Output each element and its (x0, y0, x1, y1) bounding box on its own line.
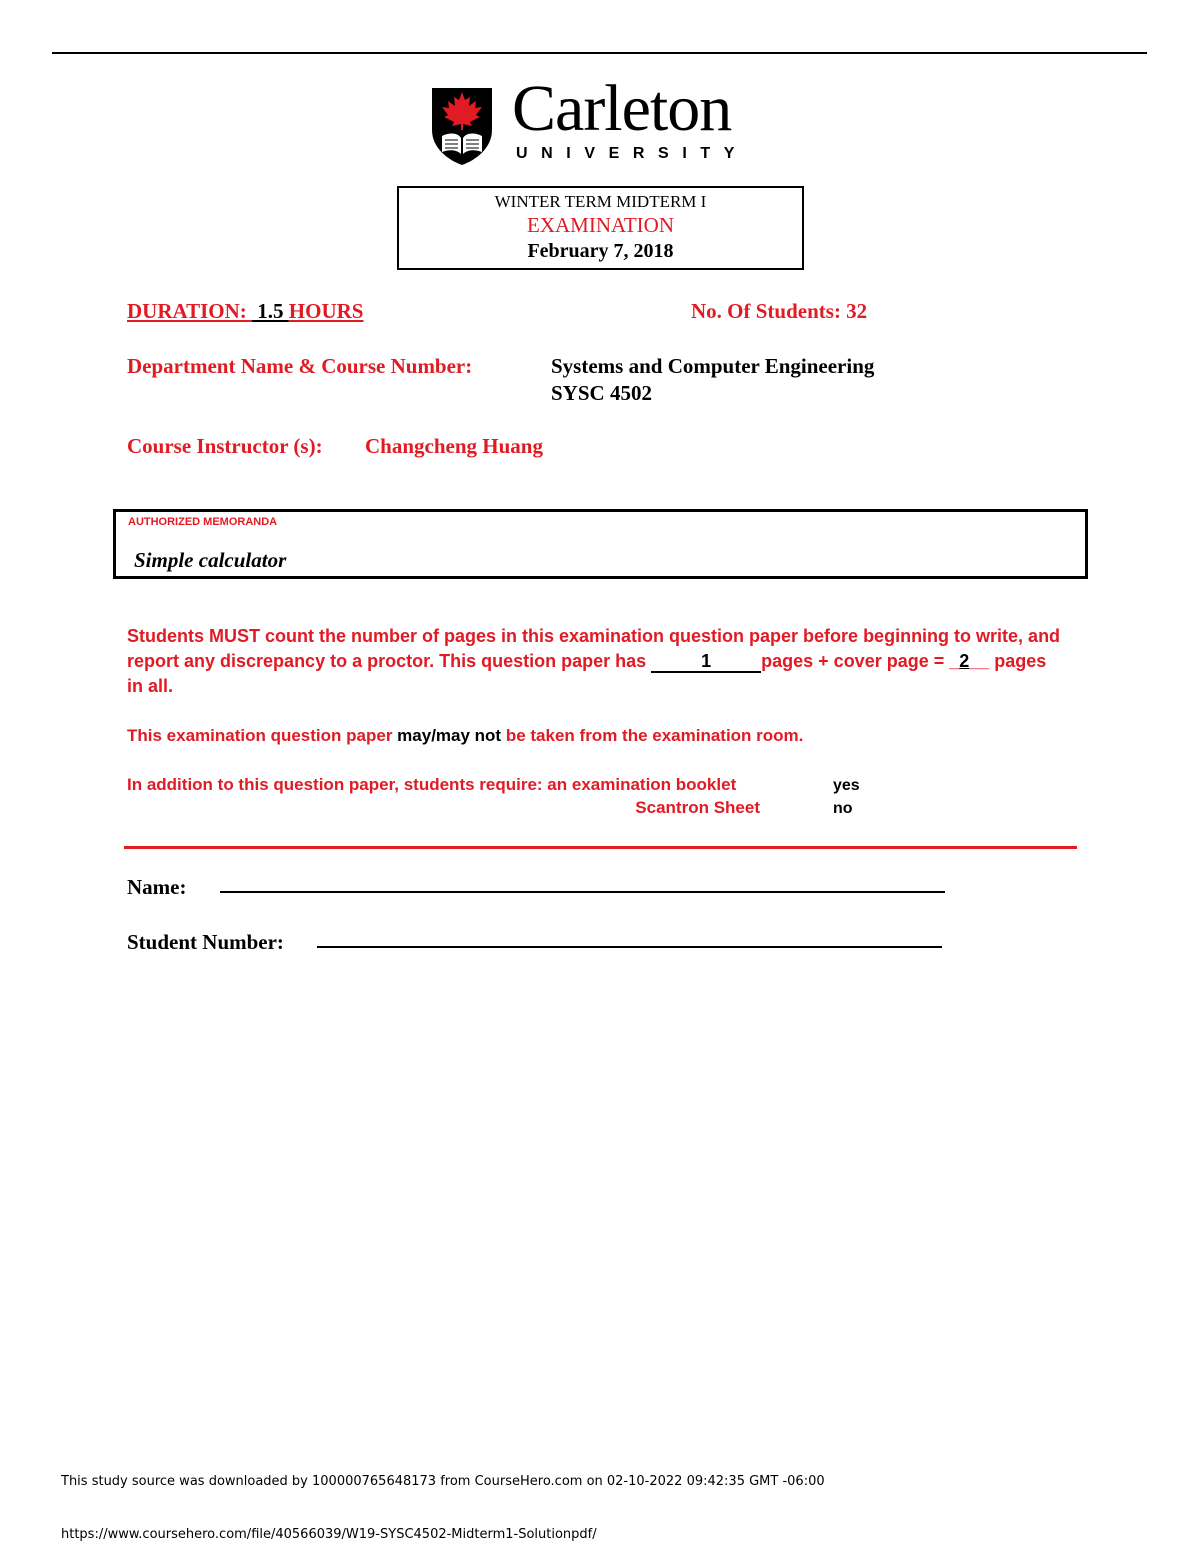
top-divider (52, 52, 1147, 54)
duration (127, 298, 363, 324)
memoranda-value: Simple calculator (134, 548, 287, 572)
page-count-total: 2 (959, 651, 970, 671)
exam-type: EXAMINATION (527, 213, 674, 237)
carleton-shield-logo (430, 86, 494, 166)
exam-header-box (397, 186, 804, 270)
name-field-line[interactable] (220, 891, 945, 893)
department-label: Department Name & Course Number: (127, 354, 473, 378)
scantron-answer: no (833, 800, 853, 817)
exam-date: February 7, 2018 (527, 240, 674, 262)
page-count-text-2: pages + cover page = _ (761, 651, 960, 671)
memoranda-label: AUTHORIZED MEMORANDA (128, 516, 278, 528)
duration-unit: HOURS (288, 299, 364, 323)
number-of-students: No. Of Students: 32 (691, 299, 868, 323)
scantron-label: Scantron Sheet (635, 798, 760, 817)
instructor-name: Changcheng Huang (365, 434, 543, 458)
page-count-pages: 1 (651, 651, 761, 673)
student-number-label: Student Number: (127, 930, 284, 954)
department-name: Systems and Computer Engineering (551, 354, 875, 378)
duration-label: DURATION: (127, 299, 253, 323)
name-label: Name: (127, 875, 187, 899)
exam-term: WINTER TERM MIDTERM I (494, 192, 707, 211)
red-divider (124, 846, 1077, 849)
instructor-label: Course Instructor (s): (127, 434, 323, 458)
course-number: SYSC 4502 (551, 381, 652, 405)
page-count-text-3: __ pages in all. (127, 651, 1047, 696)
booklet-answer: yes (833, 777, 860, 794)
take-away-choice: may/may not (397, 726, 502, 745)
page-count-text-1: Students MUST count the number of pages in this examination question paper before beginning to write, and report any discrepancy to a proctor. This question paper has (127, 626, 1061, 671)
authorized-memoranda-box (113, 509, 1088, 579)
download-note: This study source was downloaded by 100000765648173 from CourseHero.com on 02-10-2022 09:42:35 GMT -06:00 (61, 1474, 825, 1489)
requirements-intro: In addition to this question paper, students require: an examination booklet (127, 775, 737, 794)
university-subtitle: UNIVERSITY (516, 145, 749, 162)
carleton-wordmark: Carleton (512, 72, 732, 145)
student-number-field-line[interactable] (317, 946, 942, 948)
take-away-after: be taken from the examination room. (501, 726, 804, 745)
page-count-notice (127, 624, 1067, 699)
take-away-before: This examination question paper (127, 726, 398, 745)
source-url[interactable]: https://www.coursehero.com/file/40566039/W19-SYSC4502-Midterm1-Solutionpdf/ (61, 1527, 597, 1542)
duration-value: 1.5 (252, 299, 289, 323)
take-away-notice (127, 724, 803, 748)
